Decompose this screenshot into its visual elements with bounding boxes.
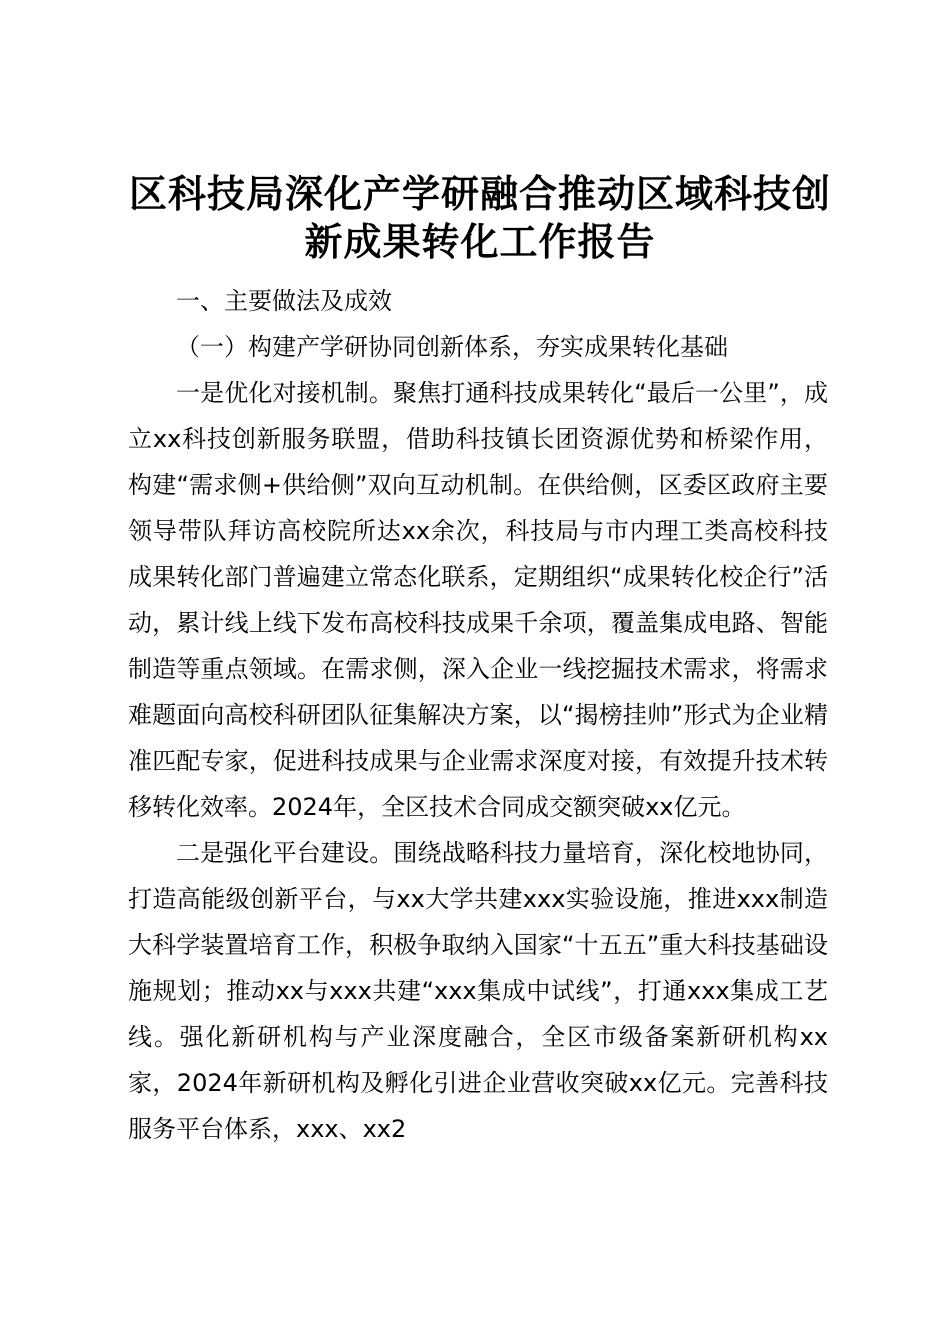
document-title: 区科技局深化产学研融合推动区域科技创新成果转化工作报告 bbox=[128, 171, 831, 264]
section-heading: 一、主要做法及成效 bbox=[176, 287, 392, 315]
paragraph-1: 一是优化对接机制。聚焦打通科技成果转化“最后一公里”，成立xx科技创新服务联盟，借助科技镇长团资源优势和桥梁作用，构建“需求侧+供给侧”双向互动机制。在供给侧，区委区政府主要领导带队拜访高校院所达xx余次，科技局与市内理工类高校科技成果转化部门普遍建立常态化联系，定期组织“成果转化校企行”活动，累计线上线下发布高校科技成果千余项，覆盖集成电路、智能制造等重点领域。在需求侧，深入企业一线挖掘技术需求，将需求难题面向高校科研团队征集解决方案，以“揭榜挂帅”形式为企业精准匹配专家，促进科技成果与企业需求深度对接，有效提升技术转移转化效率。2024年，全区技术合同成交额突破xx亿元。 bbox=[128, 379, 828, 821]
document-body bbox=[128, 278, 828, 1152]
subsection-heading: （一）构建产学研协同创新体系，夯实成果转化基础 bbox=[176, 333, 728, 361]
paragraph-2: 二是强化平台建设。围绕战略科技力量培育，深化校地协同，打造高能级创新平台，与xx大学共建xxx实验设施，推进xxx制造大科学装置培育工作，积极争取纳入国家“十五五”重大科技基础设施规划；推动xx与xxx共建“xxx集成中试线”，打通xxx集成工艺线。强化新研机构与产业深度融合，全区市级备案新研机构xx家，2024年新研机构及孵化引进企业营收突破xx亿元。完善科技服务平台体系，xxx、xx2 bbox=[128, 839, 828, 1143]
